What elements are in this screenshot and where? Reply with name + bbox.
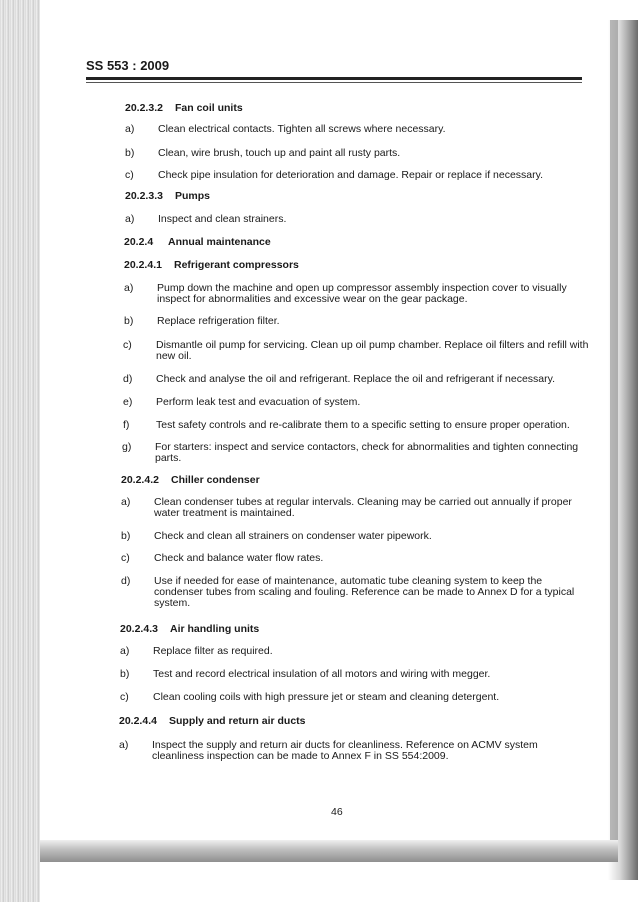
item-text: Use if needed for ease of maintenance, automatic tube cleaning system to keep the <box>154 575 543 587</box>
item-text: Check and balance water flow rates. <box>154 552 324 564</box>
item-text-continued: inspect for abnormalities and excessive wear on the gear package. <box>157 293 468 305</box>
item-label: a) <box>121 496 131 508</box>
section-number: 20.2.4.2 <box>121 474 159 486</box>
section-number: 20.2.3.2 <box>125 102 163 114</box>
item-label: c) <box>123 339 132 351</box>
item-label: d) <box>123 373 133 385</box>
item-label: a) <box>120 645 130 657</box>
item-text: Check pipe insulation for deterioration and damage. Repair or replace if necessary. <box>158 169 544 181</box>
item-text-continued: system. <box>154 597 191 609</box>
item-text: Clean condenser tubes at regular intervals. Cleaning may be carried out annually if proper <box>154 496 572 508</box>
section-number: 20.2.4 <box>124 236 154 248</box>
section-title: Annual maintenance <box>168 236 271 248</box>
item-text: Check and analyse the oil and refrigerant. Replace the oil and refrigerant if necessary. <box>156 373 556 385</box>
section-heading <box>125 102 243 114</box>
section-heading <box>124 236 271 248</box>
item-text: Perform leak test and evacuation of system. <box>156 396 361 408</box>
section-number: 20.2.3.3 <box>125 190 163 202</box>
item-label: g) <box>122 441 132 453</box>
item-label: a) <box>119 739 129 751</box>
item-label: b) <box>124 315 134 327</box>
item-text-continued: cleanliness inspection can be made to Annex F in SS 554:2009. <box>152 750 449 762</box>
item-text-continued: new oil. <box>156 350 192 362</box>
item-text: Inspect the supply and return air ducts for cleanliness. Reference on ACMV system <box>152 739 538 751</box>
section-heading <box>121 474 260 486</box>
document-header: SS 553 : 2009 <box>86 58 170 73</box>
scan-right-edge <box>610 20 618 840</box>
item-text: Replace refrigeration filter. <box>157 315 280 327</box>
section-heading <box>124 259 299 271</box>
page-number: 46 <box>331 806 343 818</box>
item-label: c) <box>120 691 129 703</box>
item-label: c) <box>121 552 130 564</box>
item-text: Inspect and clean strainers. <box>158 213 287 225</box>
item-label: e) <box>123 396 133 408</box>
item-label: a) <box>125 123 135 135</box>
section-number: 20.2.4.1 <box>124 259 162 271</box>
section-heading <box>125 190 210 202</box>
section-number: 20.2.4.4 <box>119 715 157 727</box>
section-heading <box>120 623 259 635</box>
section-title: Air handling units <box>170 623 260 635</box>
header-rule-thin <box>86 82 582 83</box>
item-label: f) <box>123 419 130 431</box>
item-text-continued: parts. <box>155 452 182 464</box>
item-text: Clean cooling coils with high pressure jet or steam and cleaning detergent. <box>153 691 500 703</box>
item-label: a) <box>124 282 134 294</box>
section-title: Fan coil units <box>175 102 243 114</box>
item-text: Clean electrical contacts. Tighten all screws where necessary. <box>158 123 446 135</box>
section-title: Pumps <box>175 190 211 202</box>
item-text: Clean, wire brush, touch up and paint all rusty parts. <box>158 147 401 159</box>
item-label: b) <box>120 668 130 680</box>
section-heading <box>119 715 306 727</box>
section-title: Refrigerant compressors <box>174 259 299 271</box>
item-text-continued: condenser tubes from scaling and fouling. Reference can be made to Annex D for a typical <box>154 586 575 598</box>
section-title: Supply and return air ducts <box>169 715 306 727</box>
item-text: For starters: inspect and service contactors, check for abnormalities and tighten connecting <box>155 441 579 453</box>
item-text: Replace filter as required. <box>153 645 273 657</box>
scan-bottom-shadow <box>40 840 618 862</box>
item-text: Test and record electrical insulation of all motors and wiring with megger. <box>153 668 491 680</box>
section-title: Chiller condenser <box>171 474 260 486</box>
scan-binding-edge <box>0 0 40 902</box>
item-text: Test safety controls and re-calibrate them to a specific setting to ensure proper operation. <box>156 419 570 431</box>
item-label: c) <box>125 169 134 181</box>
item-text: Check and clean all strainers on condenser water pipework. <box>154 530 432 542</box>
item-text: Pump down the machine and open up compressor assembly inspection cover to visually <box>157 282 567 294</box>
section-number: 20.2.4.3 <box>120 623 158 635</box>
item-label: a) <box>125 213 135 225</box>
header-rule <box>86 77 582 80</box>
item-text-continued: water treatment is maintained. <box>154 507 295 519</box>
item-label: b) <box>121 530 131 542</box>
item-text: Dismantle oil pump for servicing. Clean up oil pump chamber. Replace oil filters and refill with <box>156 339 589 351</box>
item-label: d) <box>121 575 131 587</box>
item-label: b) <box>125 147 135 159</box>
